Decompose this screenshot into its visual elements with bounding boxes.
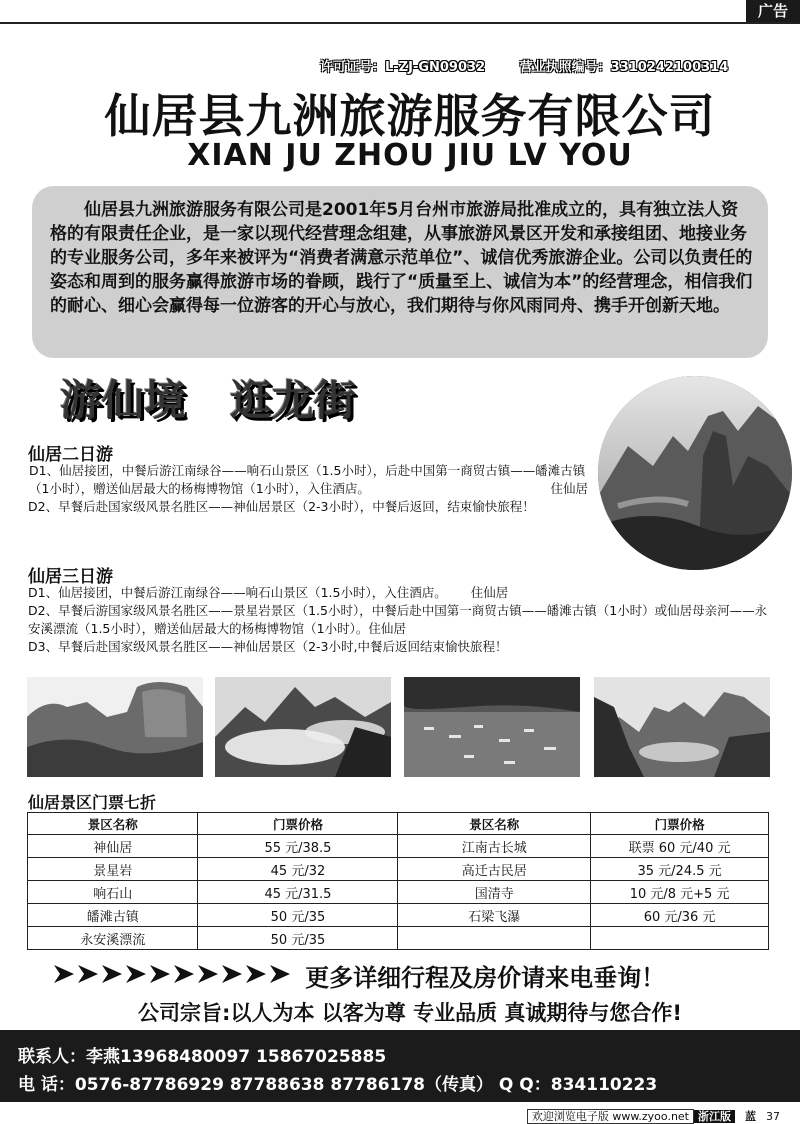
footer-region-tag: 浙江版 bbox=[694, 1110, 735, 1123]
slogan: 游仙境 逛龙街 bbox=[60, 376, 356, 425]
table-cell: 10 元/8 元+5 元 bbox=[591, 881, 769, 904]
table-cell: 45 元/31.5 bbox=[198, 881, 398, 904]
ticket-price-table bbox=[27, 812, 769, 950]
contact-bar bbox=[0, 1030, 800, 1102]
top-rule bbox=[0, 22, 800, 24]
table-cell: 50 元/35 bbox=[198, 904, 398, 927]
page-number: 37 bbox=[766, 1110, 780, 1123]
contact-phone-line bbox=[18, 1070, 657, 1095]
tour3-day1: D1、仙居接团，中餐后游江南绿谷——响石山景区（1.5小时），入住酒店。 bbox=[28, 585, 447, 600]
company-title: 仙居县九洲旅游服务有限公司 bbox=[104, 89, 716, 143]
table-row bbox=[28, 904, 769, 927]
license-line bbox=[320, 56, 780, 76]
river-rafting-photo bbox=[404, 677, 580, 777]
table-row bbox=[28, 858, 769, 881]
tour2-itinerary bbox=[28, 462, 588, 516]
contact-person: 李燕13968480097 15867025885 bbox=[86, 1047, 387, 1067]
tour3-title: 仙居三日游 bbox=[28, 567, 113, 587]
cta-text: 更多详细行程及房价请来电垂询！ bbox=[305, 964, 666, 992]
table-cell: 60 元/36 元 bbox=[591, 904, 769, 927]
table-cell: 响石山 bbox=[28, 881, 198, 904]
header-scenic-name-1: 景区名称 bbox=[28, 813, 198, 835]
contact-person-label: 联系人： bbox=[18, 1047, 86, 1067]
table-cell: 35 元/24.5 元 bbox=[591, 858, 769, 881]
header-price-2: 门票价格 bbox=[591, 813, 769, 835]
table-row bbox=[28, 881, 769, 904]
intro-text: 仙居县九洲旅游服务有限公司是2001年5月台州市旅游局批准成立的，具有独立法人资格的有限责任企业，是一家以现代经营理念组建，从事旅游风景区开发和承接组团、地接业务的专业服务公司，多年来被评为“消费者满意示范单位”、诚信优秀旅游企业。公司以负责任的姿态和周到的服务赢得旅游市场的眷顾，践行了“质量至上、诚信为本”的经营理念，相信我们的耐心、细心会赢得每一位游客的开心与放心，我们期待与你风雨同舟、携手开创新天地。 bbox=[50, 200, 753, 316]
contact-phone-label: 电 话： bbox=[18, 1075, 75, 1095]
tour3-day1-stay: 住仙居 bbox=[470, 585, 509, 600]
contact-person-line bbox=[18, 1042, 386, 1067]
table-cell: 联票 60 元/40 元 bbox=[591, 835, 769, 858]
header-price-1: 门票价格 bbox=[198, 813, 398, 835]
valley-peaks-photo bbox=[594, 677, 770, 777]
table-cell bbox=[398, 927, 591, 950]
company-motto: 公司宗旨:以人为本 以客为尊 专业品质 真诚期待与您合作! bbox=[138, 1001, 682, 1025]
ad-tag: 广告 bbox=[746, 0, 800, 22]
table-row bbox=[28, 835, 769, 858]
rock-cliff-photo bbox=[27, 677, 203, 777]
table-cell: 高迁古民居 bbox=[398, 858, 591, 881]
tour3-day2: D2、早餐后游国家级风景名胜区——景星岩景区（1.5小时），中餐后赴中国第一商贸古镇——皤滩古镇（1小时）或仙居母亲河——永安溪漂流（1.5小时），赠送仙居最大的杨梅博物馆（1小时）。住仙居 bbox=[28, 603, 768, 636]
footer-edition: 蓝 bbox=[745, 1110, 756, 1123]
tour2-day1-stay: 住仙居 bbox=[550, 481, 588, 496]
table-cell: 江南古长城 bbox=[398, 835, 591, 858]
business-license-number: 营业执照编号：3310242100314 bbox=[519, 60, 729, 75]
table-cell: 国清寺 bbox=[398, 881, 591, 904]
table-row bbox=[28, 927, 769, 950]
table-cell: 45 元/32 bbox=[198, 858, 398, 881]
permit-number: 许可证号：L-ZJ-GN09032 bbox=[320, 60, 486, 75]
tour2-day2: D2、早餐后赴国家级风景名胜区——神仙居景区（2-3小时），中餐后返回，结束愉快旅程！ bbox=[28, 499, 535, 514]
table-cell bbox=[591, 927, 769, 950]
tour2-title: 仙居二日游 bbox=[28, 445, 113, 465]
tickets-title: 仙居景区门票七折 bbox=[28, 793, 157, 812]
company-title-pinyin: XIAN JU ZHOU JIU LV YOU bbox=[187, 138, 633, 173]
header-scenic-name-2: 景区名称 bbox=[398, 813, 591, 835]
tour3-itinerary bbox=[28, 584, 773, 656]
footer-website: 欢迎浏览电子版 www.zyoo.net bbox=[527, 1109, 694, 1124]
table-cell: 神仙居 bbox=[28, 835, 198, 858]
misty-mountain-photo bbox=[215, 677, 391, 777]
contact-phones: 0576-87786929 87788638 87786178（传真） Q Q：834110223 bbox=[74, 1075, 658, 1095]
table-cell: 50 元/35 bbox=[198, 927, 398, 950]
table-cell: 石梁飞瀑 bbox=[398, 904, 591, 927]
table-cell: 皤滩古镇 bbox=[28, 904, 198, 927]
table-cell: 永安溪漂流 bbox=[28, 927, 198, 950]
arrow-row-icon bbox=[54, 962, 294, 990]
table-cell: 55 元/38.5 bbox=[198, 835, 398, 858]
mountain-photo-circle bbox=[598, 376, 792, 570]
ticket-table-header bbox=[28, 813, 769, 835]
table-cell: 景星岩 bbox=[28, 858, 198, 881]
tour3-day3: D3、早餐后赴国家级风景名胜区——神仙居景区（2-3小时,中餐后返回结束愉快旅程！ bbox=[28, 639, 508, 654]
cta-row bbox=[54, 958, 774, 992]
tour2-day1: D1、仙居接团，中餐后游江南绿谷——响石山景区（1.5小时），后赴中国第一商贸古镇——皤滩古镇（1小时），赠送仙居最大的杨梅博物馆（1小时），入住酒店。 bbox=[29, 463, 586, 496]
page-footer bbox=[527, 1108, 780, 1124]
